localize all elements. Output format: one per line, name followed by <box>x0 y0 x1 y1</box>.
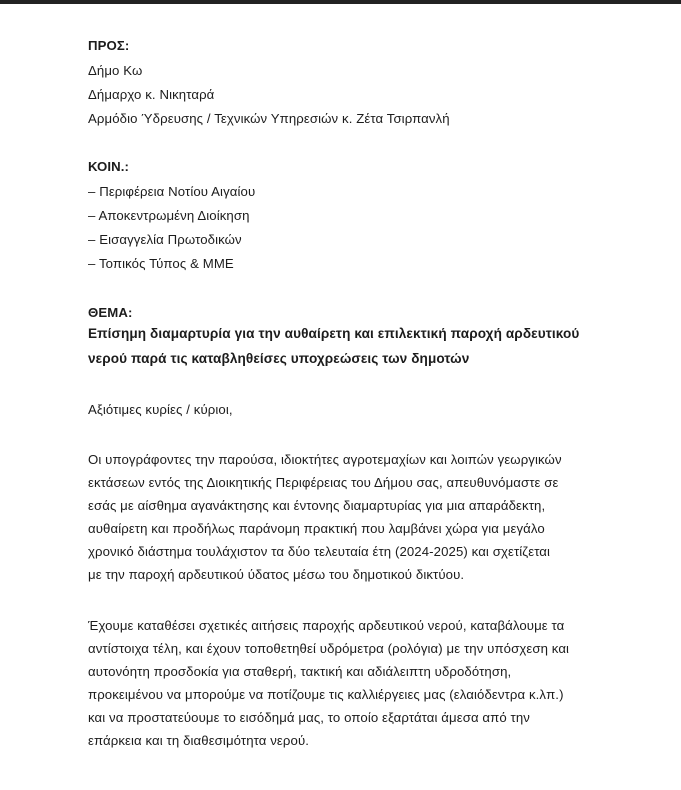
subject-heading: ΘΕΜΑ: <box>88 305 133 320</box>
paragraph-1-line: χρονικό διάστημα τουλάχιστον τα δύο τελευταία έτη (2024-2025) και σχετίζεται <box>88 544 551 559</box>
paragraph-2-line: αντίστοιχα τέλη, και έχουν τοποθετηθεί υδρόμετρα (ρολόγια) με την υπόσχεση και <box>88 641 570 656</box>
paragraph-2-line: προκειμένου να μπορούμε να ποτίζουμε τις καλλιέργειες μας (ελαιόδεντρα κ.λπ.) <box>88 687 564 702</box>
subject-line: νερού παρά τις καταβληθείσες υποχρεώσεις των δημοτών <box>88 351 470 366</box>
recipient-line: Δήμαρχο κ. Νικηταρά <box>88 87 215 102</box>
paragraph-2-line: και να προστατεύουμε το εισόδημά μας, το οποίο εξαρτάται άμεσα από την <box>88 710 530 725</box>
paragraph-1-line: εκτάσεων εντός της Διοικητικής Περιφέρειας του Δήμου σας, απευθυνόμαστε σε <box>88 475 559 490</box>
cc-line: – Εισαγγελία Πρωτοδικών <box>88 232 242 247</box>
paragraph-1-line: εσάς με αίσθημα αγανάκτησης και έντονης διαμαρτυρίας για μια απαράδεκτη, <box>88 498 546 513</box>
recipient-line: Δήμο Κω <box>88 63 143 78</box>
recipient-line: Αρμόδιο Ύδρευσης / Τεχνικών Υπηρεσιών κ. Ζέτα Τσιρπανλή <box>88 111 450 126</box>
recipients-heading: ΠΡΟΣ: <box>88 38 130 53</box>
paragraph-1-line: με την παροχή αρδευτικού ύδατος μέσω του δημοτικού δικτύου. <box>88 567 465 582</box>
subject-line: Επίσημη διαμαρτυρία για την αυθαίρετη και επιλεκτική παροχή αρδευτικού <box>88 326 580 341</box>
paragraph-2-line: Έχουμε καταθέσει σχετικές αιτήσεις παροχής αρδευτικού νερού, καταβάλουμε τα <box>88 618 565 633</box>
cc-heading: ΚΟΙΝ.: <box>88 159 130 174</box>
cc-line: – Τοπικός Τύπος & ΜΜΕ <box>88 256 234 271</box>
paragraph-2-line: επάρκεια και τη διαθεσιμότητα νερού. <box>88 733 310 748</box>
paragraph-1-line: αυθαίρετη και προδήλως παράνομη πρακτική που λαμβάνει χώρα για μεγάλο <box>88 521 545 536</box>
cc-line: – Περιφέρεια Νοτίου Αιγαίου <box>88 184 256 199</box>
greeting: Αξιότιμες κυρίες / κύριοι, <box>88 402 233 417</box>
cc-line: – Αποκεντρωμένη Διοίκηση <box>88 208 250 223</box>
paragraph-1-line: Οι υπογράφοντες την παρούσα, ιδιοκτήτες αγροτεμαχίων και λοιπών γεωργικών <box>88 452 562 467</box>
paragraph-2-line: αυτονόητη προσδοκία για σταθερή, τακτική και αδιάλειπτη υδροδότηση, <box>88 664 512 679</box>
